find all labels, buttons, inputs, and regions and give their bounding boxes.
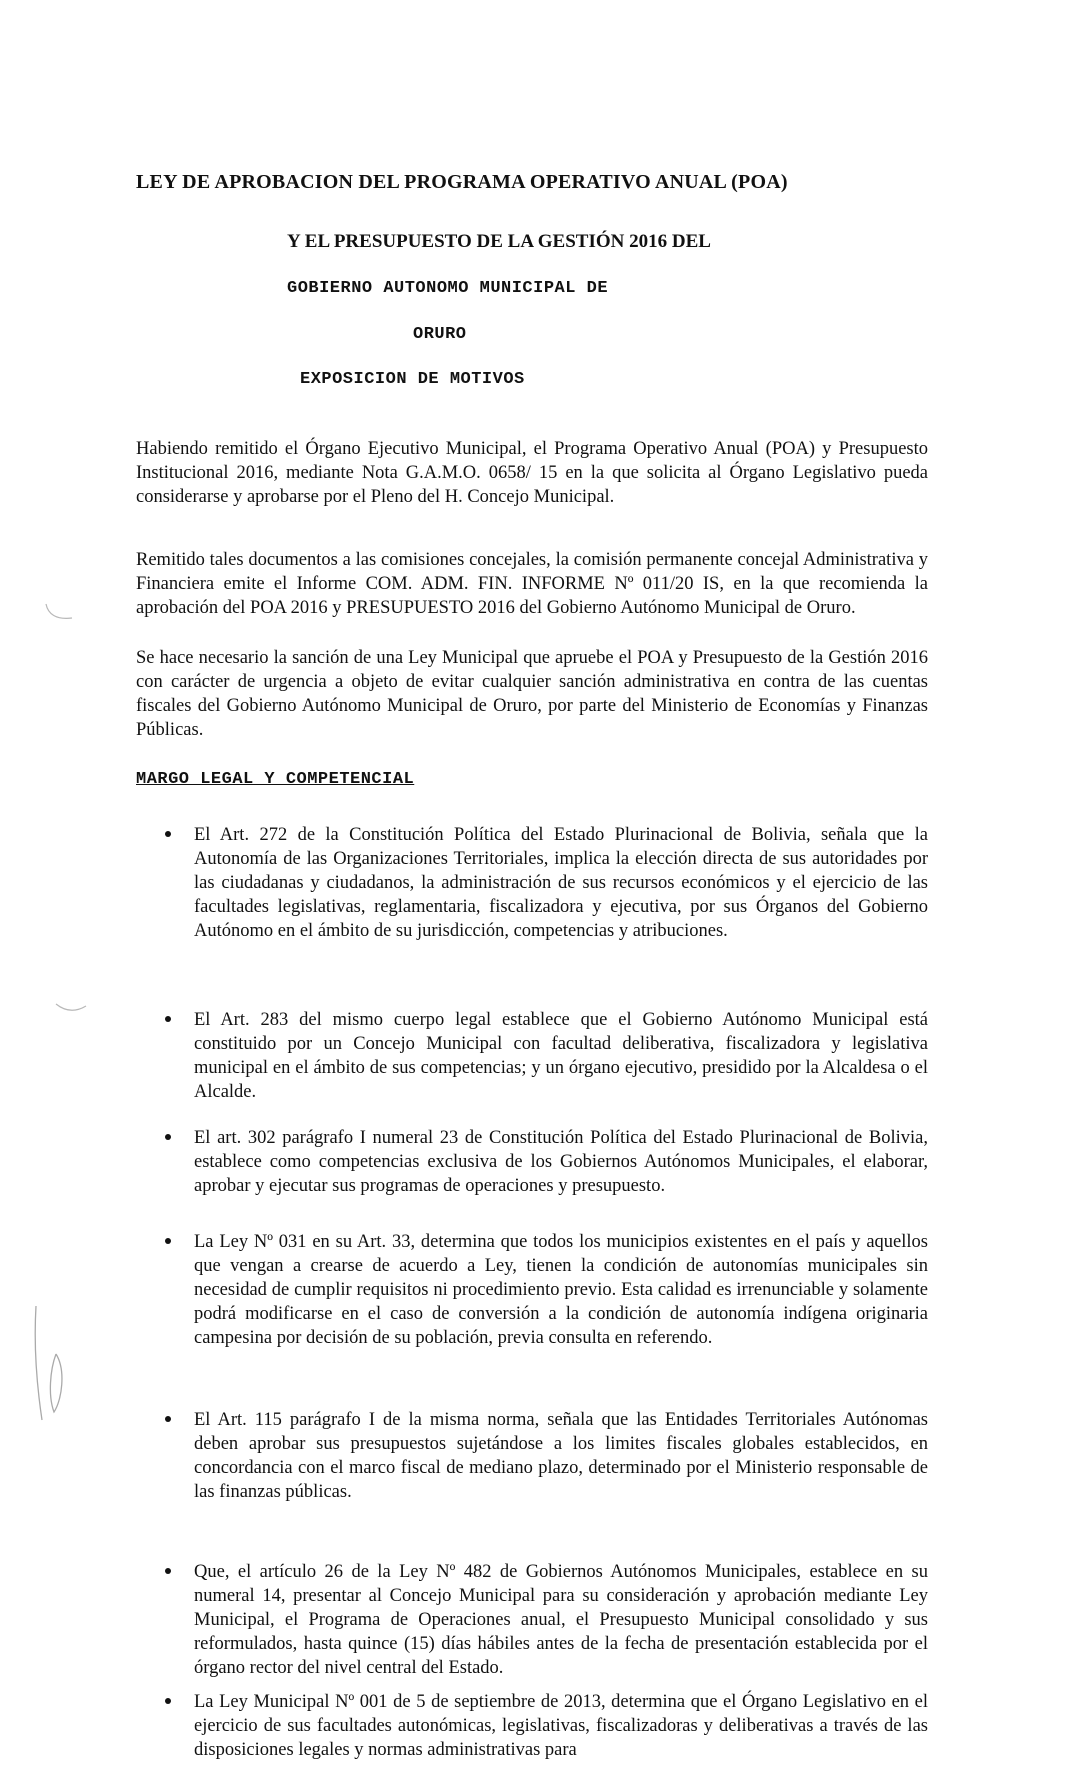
list-item-text: El Art. 272 de la Constitución Política del Estado Plurinacional de Bolivia, señala que la Autonomía de las Organizaciones Territoriales, implica la elección directa de sus autoridades por las ciudadanas y ciudadanos, la administración de sus recursos económicos y el ejercicio de las facultades legislativas, reglamentaria, fiscalizadora y ejecutiva, por sus Órganos del Gobierno Autónomo en el ámbito de su jurisdicción, competencias y atribuciones. <box>194 825 928 941</box>
list-item-text: La Ley Nº 031 en su Art. 33, determina que todos los municipios existentes en el país y aquellos que vengan a crearse de acuerdo a Ley, tienen la condición de autonomías municipales sin necesidad de cumplir requisitos ni procedimiento previo. Esta calidad es irrenunciable y solamente podrá modificarse en el caso de conversión a la condición de autonomía indígena originaria campesina por decisión de su población, previa consulta en referendo. <box>194 1232 928 1348</box>
bullet-icon <box>165 1416 171 1422</box>
city-name: ORURO <box>413 325 467 344</box>
list-item <box>165 1230 928 1350</box>
handwritten-scribble-icon <box>22 1300 72 1440</box>
paragraph: Se hace necesario la sanción de una Ley Municipal que apruebe el POA y Presupuesto de la Gestión 2016 con carácter de urgencia a objeto de evitar cualquier sanción administrativa en contra de las cuentas fiscales del Gobierno Autónomo Municipal de Oruro, por parte del Ministerio de Economías y Finanzas Públicas. <box>136 648 928 740</box>
bullet-icon <box>165 1238 171 1244</box>
list-item-text: La Ley Municipal Nº 001 de 5 de septiembre de 2013, determina que el Órgano Legislativo en el ejercicio de sus facultades autonómicas, legislativas, fiscalizadoras y deliberativas a través de las disposiciones legales y normas administrativas para <box>194 1692 928 1760</box>
list-item-text: El Art. 115 parágrafo I de la misma norma, señala que las Entidades Territoriales Autónomas deben aprobar sus presupuestos sujetándose a los limites fiscales globales establecidos, en concordancia con el marco fiscal de mediano plazo, determinado por el Ministerio responsable de las finanzas públicas. <box>194 1410 928 1502</box>
list-item <box>165 1408 928 1504</box>
margin-mark-icon <box>40 600 80 630</box>
list-item <box>165 823 928 943</box>
document-title: LEY DE APROBACION DEL PROGRAMA OPERATIVO ANUAL (POA) <box>136 171 788 193</box>
bullet-icon <box>165 1016 171 1022</box>
bullet-icon <box>165 1568 171 1574</box>
list-item-text: Que, el artículo 26 de la Ley Nº 482 de Gobiernos Autónomos Municipales, establece en su numeral 14, presentar al Concejo Municipal para su consideración y aprobación mediante Ley Municipal, el Programa de Operaciones anual, el Presupuesto Municipal consolidado y sus reformulados, hasta quince (15) días hábiles antes de la fecha de presentación establecida por el órgano rector del nivel central del Estado. <box>194 1562 928 1678</box>
list-item <box>165 1560 928 1680</box>
paragraph: Remitido tales documentos a las comisiones concejales, la comisión permanente concejal Administrativa y Financiera emite el Informe COM. ADM. FIN. INFORME Nº 011/20 IS, en la que recomienda la aprobación del POA 2016 y PRESUPUESTO 2016 del Gobierno Autónomo Municipal de Oruro. <box>136 550 928 618</box>
section-title-exposicion: EXPOSICION DE MOTIVOS <box>300 370 525 389</box>
paragraph: Habiendo remitido el Órgano Ejecutivo Municipal, el Programa Operativo Anual (POA) y Presupuesto Institucional 2016, mediante Nota G.A.M.O. 0658/ 15 en la que solicita al Órgano Legislativo pueda considerarse y aprobarse por el Pleno del H. Concejo Municipal. <box>136 439 928 507</box>
list-item-text: El Art. 283 del mismo cuerpo legal establece que el Gobierno Autónomo Municipal está constituido por un Concejo Municipal con facultad deliberativa, fiscalizadora y legislativa municipal en el ámbito de sus competencias; y un órgano ejecutivo, presidido por la Alcaldesa o el Alcalde. <box>194 1010 928 1102</box>
bullet-icon <box>165 1134 171 1140</box>
list-item-text: El art. 302 parágrafo I numeral 23 de Constitución Política del Estado Plurinacional de Bolivia, establece como competencias exclusiva de los Gobiernos Autónomos Municipales, el elaborar, aprobar y ejecutar sus programas de operaciones y presupuesto. <box>194 1128 928 1196</box>
government-name: GOBIERNO AUTONOMO MUNICIPAL DE <box>287 279 609 298</box>
margin-mark-icon <box>52 1000 92 1020</box>
document-subtitle: Y EL PRESUPUESTO DE LA GESTIÓN 2016 DEL <box>287 231 711 252</box>
list-item <box>165 1008 928 1104</box>
list-item <box>165 1126 928 1198</box>
bullet-icon <box>165 831 171 837</box>
section-heading-marco-legal: MARGO LEGAL Y COMPETENCIAL <box>136 770 415 789</box>
bullet-icon <box>165 1698 171 1704</box>
list-item <box>165 1690 928 1762</box>
